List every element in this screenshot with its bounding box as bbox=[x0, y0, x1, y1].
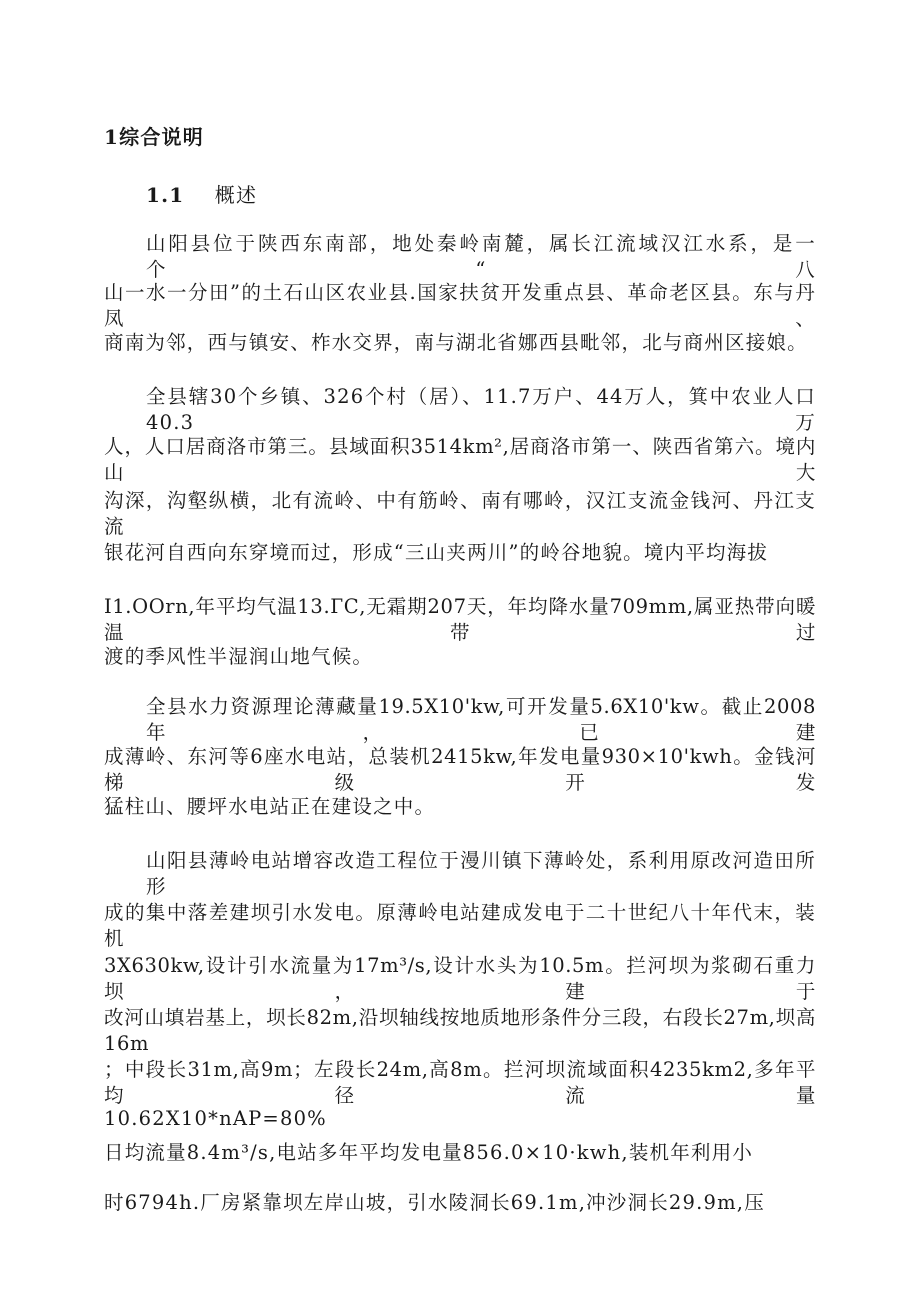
section-number: 1.1 bbox=[146, 183, 185, 207]
paragraph-line: 日均流量8.4m³/s,电站多年平均发电量856.0×10·kwh,装机年利用小 bbox=[104, 1141, 754, 1164]
paragraph-line: 10.62X10*nAP=80% bbox=[104, 1107, 327, 1130]
paragraph-line: 时6794h.厂房紧靠坝左岸山坡，引水陵洞长69.1m,冲沙洞长29.9m,压 bbox=[104, 1191, 765, 1214]
paragraph-line: ；中段长31m,高9m；左段长24m,高8m。拦河坝流域面积4235km2,多年平均径流量 bbox=[104, 1058, 816, 1107]
paragraph-line: I1.OOrn,年平均气温13.ГС,无霜期207天，年均降水量709mm,属亚热带向暖温带过 bbox=[104, 595, 816, 644]
section-heading-1-1 bbox=[146, 182, 858, 208]
paragraph-line: 成的集中落差建坝引水发电。原薄岭电站建成发电于二十世纪八十年代末，装机 bbox=[104, 901, 816, 950]
paragraph-line: 山一水一分田”的土石山区农业县.国家扶贫开发重点县、革命老区县。东与丹凤、 bbox=[104, 281, 816, 330]
section-title: 概述 bbox=[214, 183, 258, 207]
paragraph-line: 山阳县薄岭电站增容改造工程位于漫川镇下薄岭处，系利用原改河造田所形 bbox=[146, 849, 816, 898]
paragraph-line: 全县辖30个乡镇、326个村（居）、11.7万户、44万人，箕中农业人口40.3万 bbox=[146, 385, 816, 434]
paragraph-line: 人，人口居商洛市第三。县域面积3514km²,居商洛市第一、陕西省第六。境内山大 bbox=[104, 435, 816, 484]
paragraph-line: 3X630kw,设计引水流量为17m³/s,设计水头为10.5m。拦河坝为浆砌石重力坝，建于 bbox=[104, 954, 816, 1003]
paragraph-line: 银花河自西向东穿境而过，形成“三山夹两川”的岭谷地貌。境内平均海拔 bbox=[104, 541, 769, 564]
paragraph-line: 商南为邻，西与镇安、柞水交界，南与湖北省娜西县毗邻，北与商州区接娘。 bbox=[104, 331, 808, 354]
paragraph-line: 成薄岭、东河等6座水电站，总装机2415kw,年发电量930×10'kwh。金钱河梯级开发 bbox=[104, 745, 816, 794]
section-heading-1: 1综合说明 bbox=[104, 125, 204, 149]
paragraph-line: 改河山填岩基上，坝长82m,沿坝轴线按地质地形条件分三段，右段长27m,坝高16m bbox=[104, 1006, 816, 1055]
paragraph-line: 渡的季风性半湿润山地气候。 bbox=[104, 645, 374, 668]
paragraph-line: 沟深，沟壑纵横，北有流岭、中有筋岭、南有哪岭，汉江支流金钱河、丹江支流 bbox=[104, 489, 816, 538]
paragraph-line: 猛柱山、腰坪水电站正在建设之中。 bbox=[104, 795, 436, 818]
paragraph-line: 山阳县位于陕西东南部，地处秦岭南麓，属长江流域汉江水系，是一个“八 bbox=[146, 232, 816, 281]
paragraph-line: 全县水力资源理论薄藏量19.5X10'kw,可开发量5.6X10'kw。截止2008年，已建 bbox=[146, 695, 816, 744]
